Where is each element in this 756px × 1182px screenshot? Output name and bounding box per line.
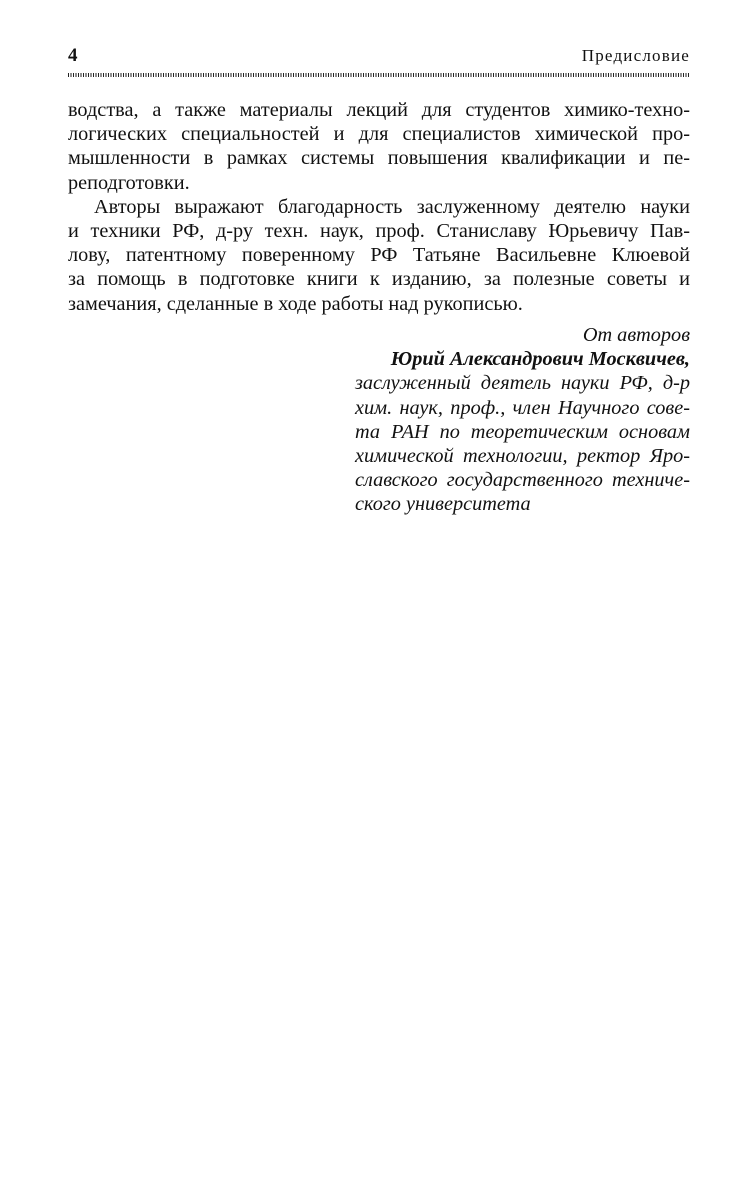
header-rule [68, 73, 690, 77]
paragraph-acknowledgements [68, 195, 690, 316]
credential-line: химической технологии, ректор Яро- [355, 445, 690, 468]
credential-line: хим. наук, проф., член Научного сове- [355, 396, 690, 419]
section-title: Предисловие [581, 46, 690, 65]
text-line: лову, патентному поверенному РФ Татьяне Васильевне Клюевой [68, 244, 690, 267]
text-line: логических специальностей и для специалистов химической про- [68, 123, 690, 146]
page-number: 4 [68, 45, 78, 66]
credential-line: та РАН по теоретическим основам [355, 420, 690, 443]
author-credentials [355, 371, 690, 516]
body-text [68, 98, 690, 316]
book-page [68, 0, 690, 1182]
text-line: и техники РФ, д-ру техн. наук, проф. Станиславу Юрьевичу Пав- [68, 220, 690, 243]
from-authors-label: От авторов [582, 324, 690, 346]
credential-line: ского университета [355, 493, 531, 516]
text-line: водства, а также материалы лекций для студентов химико-техно- [68, 99, 690, 121]
text-line: за помощь в подготовке книги к изданию, за полезные советы и [68, 268, 690, 291]
paragraph-continuation [68, 98, 690, 195]
signature-block [68, 323, 690, 517]
text-line: мышленности в рамках системы повышения квалификации и пе- [68, 147, 690, 170]
text-line: замечания, сделанные в ходе работы над рукописью. [68, 292, 523, 315]
credential-line: заслуженный деятель науки РФ, д-р [355, 372, 690, 395]
running-head [68, 44, 690, 68]
text-line: Авторы выражают благодарность заслуженному деятелю науки [94, 195, 690, 218]
author-name: Юрий Александрович Москвичев, [390, 348, 690, 371]
text-line: реподготовки. [68, 171, 190, 194]
credential-line: славского государственного техниче- [355, 469, 690, 492]
